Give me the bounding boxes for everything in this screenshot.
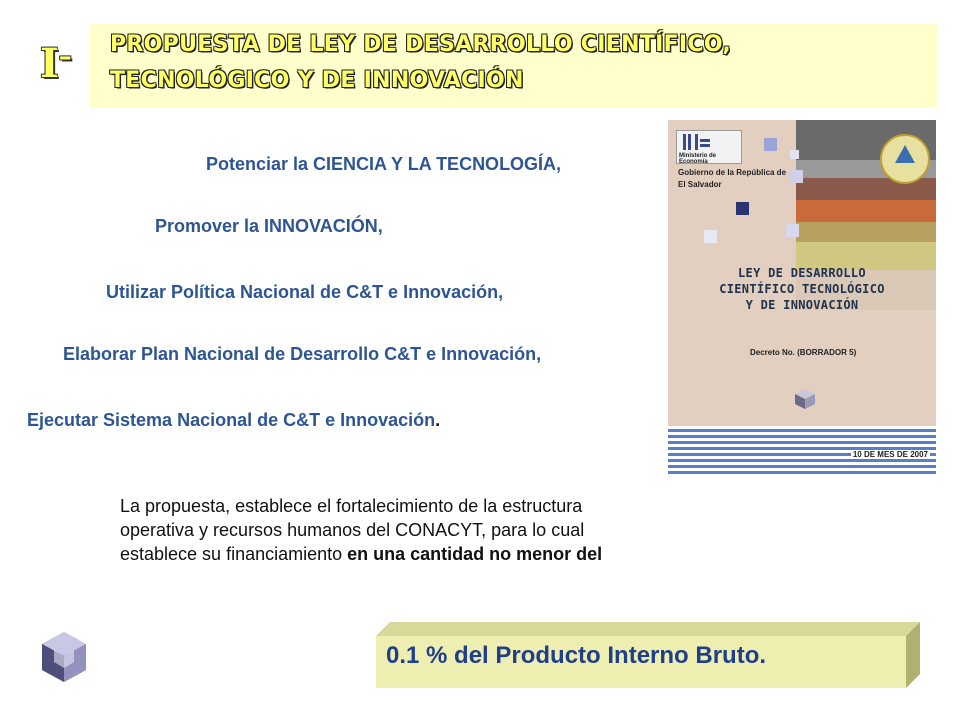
cover-gov-line-2: El Salvador bbox=[678, 180, 722, 189]
paragraph-line-1: La propuesta, establece el fortalecimiento de la estructura bbox=[120, 496, 583, 516]
cover-decree: Decreto No. (BORRADOR 5) bbox=[750, 348, 857, 357]
gem-icon bbox=[40, 630, 88, 684]
law-cover-image bbox=[668, 120, 936, 476]
coat-of-arms-icon bbox=[880, 134, 930, 184]
decor-square bbox=[764, 138, 777, 151]
bullet-utilizar: Utilizar Política Nacional de C&T e Innovación, bbox=[106, 282, 504, 302]
bullet-promover: Promover la INNOVACIÓN, bbox=[155, 216, 383, 236]
paragraph-line-2: operativa y recursos humanos del CONACYT, para lo cual bbox=[120, 520, 585, 540]
ministry-label: Ministerio de Economía bbox=[679, 153, 717, 165]
cover-title-1: LEY DE DESARROLLO bbox=[738, 266, 866, 280]
section-numeral: I– bbox=[40, 40, 72, 87]
bullet-ejecutar: Ejecutar Sistema Nacional de C&T e Innovación. bbox=[27, 410, 441, 430]
title-banner bbox=[90, 24, 938, 108]
bullet-potenciar: Potenciar la CIENCIA Y LA TECNOLOGÍA, bbox=[206, 154, 562, 174]
title-line-1: PROPUESTA DE LEY DE DESARROLLO CIENTÍFICO, bbox=[110, 32, 732, 57]
cover-title-3: Y DE INNOVACIÓN bbox=[745, 298, 859, 312]
title-line-2: TECNOLÓGICO Y DE INNOVACIÓN bbox=[110, 68, 524, 93]
ministry-logo-mark bbox=[677, 131, 741, 153]
decor-square bbox=[736, 202, 749, 215]
decor-square bbox=[790, 150, 799, 159]
decor-square bbox=[790, 170, 803, 183]
cover-title-2: CIENTÍFICO TECNOLÓGICO bbox=[719, 282, 885, 296]
cube-icon bbox=[794, 388, 816, 410]
cover-gov-line-1: Gobierno de la República de bbox=[678, 168, 787, 177]
paragraph-line-3: establece su financiamiento en una cantidad no menor del bbox=[120, 544, 603, 564]
decor-square bbox=[786, 224, 799, 237]
proposal-paragraph bbox=[120, 494, 840, 566]
bullet-elaborar: Elaborar Plan Nacional de Desarrollo C&T e Innovación, bbox=[63, 344, 542, 364]
gdp-callout-text: 0.1 % del Producto Interno Bruto. bbox=[386, 642, 767, 669]
cover-date: 10 DE MES DE 2007 bbox=[852, 450, 928, 459]
decor-square bbox=[704, 230, 717, 243]
ministry-logo bbox=[676, 130, 742, 164]
